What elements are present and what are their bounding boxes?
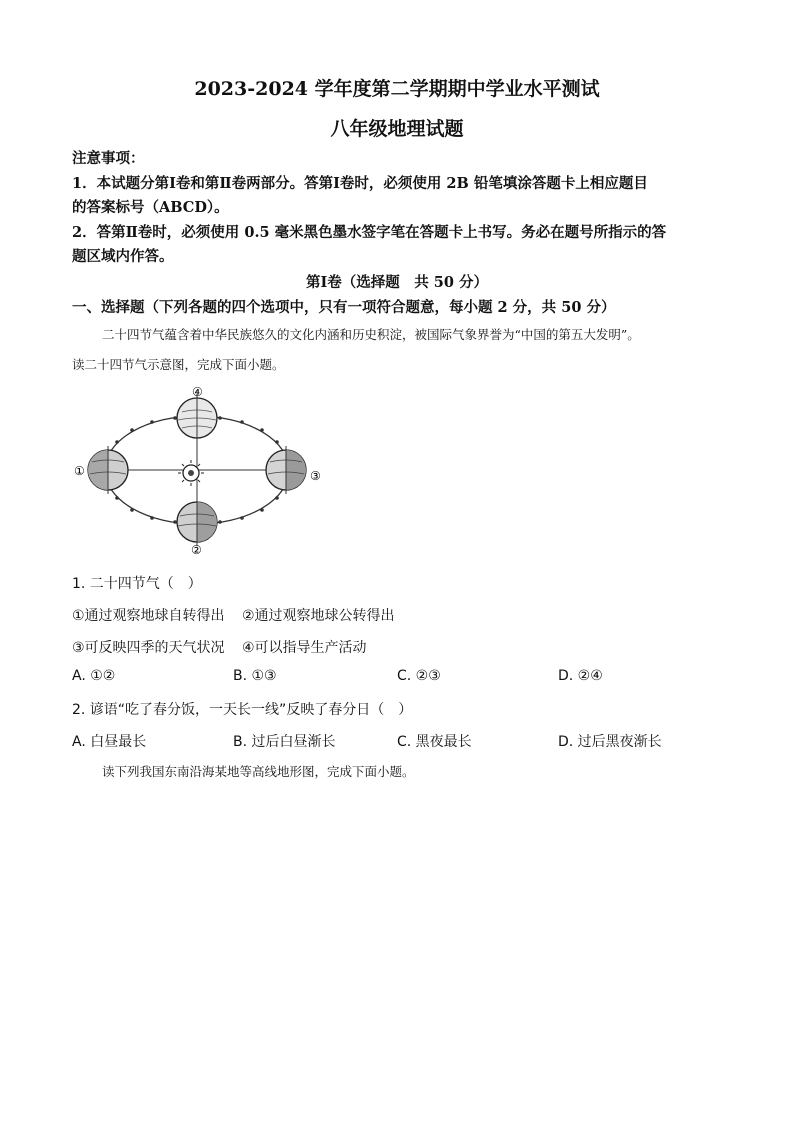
part-title: 第Ⅰ卷（选择题 共 50 分）	[305, 274, 489, 291]
q2-option-d[interactable]: D. 过后黑夜渐长	[558, 734, 662, 750]
q1-stem: 1. 二十四节气（ ）	[72, 576, 202, 592]
notes-item1-line2: 的答案标号（ABCD）。	[72, 199, 229, 216]
q1-statement-1: ①通过观察地球自转得出	[72, 608, 225, 624]
marker-3: ③	[310, 469, 321, 483]
globe-left-icon	[88, 446, 128, 494]
exam-title: 2023-2024 学年度第二学期期中学业水平测试	[194, 78, 600, 100]
intro-line1: 二十四节气蕴含着中华民族悠久的文化内涵和历史积淀，被国际气象界誉为“中国的第五大发明”。	[102, 327, 640, 342]
q2-option-c[interactable]: C. 黑夜最长	[397, 734, 472, 750]
q2-option-b[interactable]: B. 过后白昼渐长	[233, 734, 336, 750]
solar-terms-diagram	[70, 384, 330, 556]
globe-right-icon	[266, 446, 306, 494]
section-heading: 一、选择题（下列各题的四个选项中，只有一项符合题意，每小题 2 分，共 50 分）	[72, 299, 616, 316]
notes-item2-line1: 2．答第Ⅱ卷时，必须使用 0.5 毫米黑色墨水签字笔在答题卡上书写。务必在题号所指示的答	[72, 224, 667, 241]
sun-icon	[178, 460, 204, 486]
q1-option-a[interactable]: A. ①②	[72, 668, 116, 684]
globe-top-icon	[177, 394, 217, 442]
notes-heading: 注意事项：	[72, 150, 145, 167]
exam-subtitle: 八年级地理试题	[330, 118, 464, 140]
intro-line2: 读二十四节气示意图，完成下面小题。	[72, 357, 285, 372]
q2-stem: 2. 谚语“吃了春分饭，一天长一线”反映了春分日（ ）	[72, 702, 413, 718]
marker-4: ④	[192, 385, 203, 399]
q1-option-c[interactable]: C. ②③	[397, 668, 441, 684]
q1-statement-2: ②通过观察地球公转得出	[242, 608, 395, 624]
marker-1: ①	[74, 464, 85, 478]
next-intro: 读下列我国东南沿海某地等高线地形图，完成下面小题。	[102, 764, 415, 779]
globe-bottom-icon	[177, 498, 217, 546]
notes-item2-line2: 题区域内作答。	[72, 248, 174, 265]
q1-option-d[interactable]: D. ②④	[558, 668, 603, 684]
q1-statement-4: ④可以指导生产活动	[242, 640, 367, 656]
q2-option-a[interactable]: A. 白昼最长	[72, 734, 147, 750]
q1-option-b[interactable]: B. ①③	[233, 668, 277, 684]
q1-statement-3: ③可反映四季的天气状况	[72, 640, 225, 656]
marker-2: ②	[191, 543, 202, 556]
notes-item1-line1: 1．本试题分第Ⅰ卷和第Ⅱ卷两部分。答第Ⅰ卷时，必须使用 2B 铅笔填涂答题卡上相应题目	[72, 175, 648, 192]
